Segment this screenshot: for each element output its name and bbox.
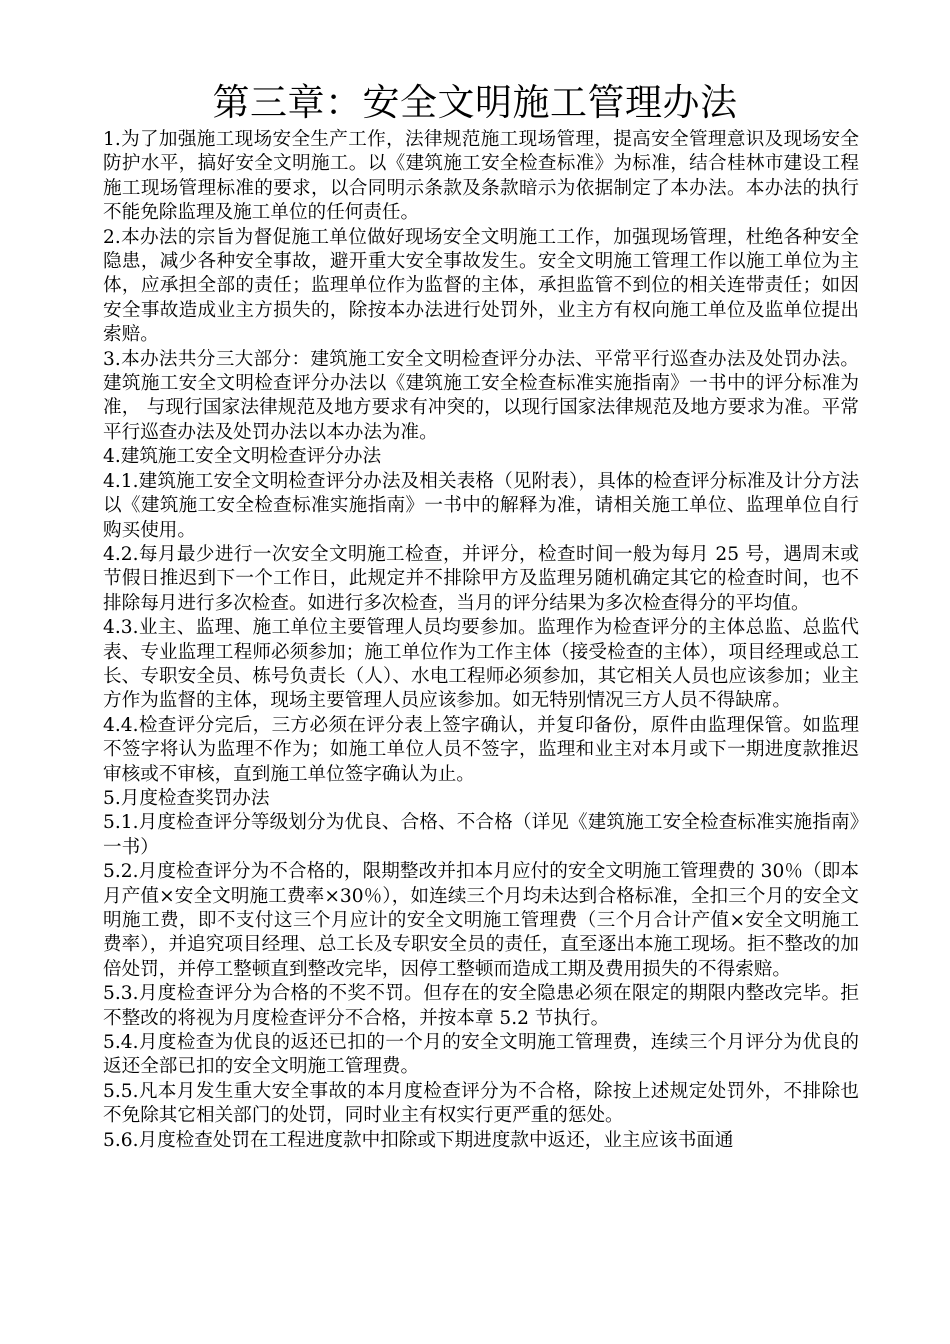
paragraph-5-6: 5.6.月度检查处罚在工程进度款中扣除或下期进度款中返还，业主应该书面通	[103, 1129, 734, 1151]
paragraph-5-2: 5.2.月度检查评分为不合格的，限期整改并扣本月应付的安全文明施工管理费的 30％（即本月产值×安全文明施工费率×30％），如连续三个月均未达到合格标准，全扣三个月的安全文明施工费，即不支付这三个月应计的安全文明施工管理费（三个月合计产值×安全文明施工费率），并追究项目经理、总工长及专职安全员的责任，直至逐出本施工现场。拒不整改的加倍处罚，并停工整顿直到整改完毕，因停工整顿而造成工期及费用损失的不得索赔。	[103, 861, 859, 980]
paragraph-4-2: 4.2.每月最少进行一次安全文明施工检查，并评分，检查时间一般为每月 25 号，遇周末或节假日推迟到下一个工作日，此规定并不排除甲方及监理另随机确定其它的检查时间，也不排除每月进行多次检查。如进行多次检查，当月的评分结果为多次检查得分的平均值。	[103, 543, 859, 614]
paragraph-1: 1.为了加强施工现场安全生产工作，法律规范施工现场管理，提高安全管理意识及现场安全防护水平，搞好安全文明施工。以《建筑施工安全检查标准》为标准，结合桂林市建设工程施工现场管理标准的要求，以合同明示条款及条款暗示为依据制定了本办法。本办法的执行不能免除监理及施工单位的任何责任。	[103, 129, 859, 224]
paragraph-5-3: 5.3.月度检查评分为合格的不奖不罚。但存在的安全隐患必须在限定的期限内整改完毕。拒不整改的将视为月度检查评分不合格，并按本章 5.2 节执行。	[103, 983, 859, 1029]
paragraph-4-3: 4.3.业主、监理、施工单位主要管理人员均要参加。监理作为检查评分的主体总监、总监代表、专业监理工程师必须参加；施工单位作为工作主体（接受检查的主体），项目经理或总工长、专职安全员、栋号负责长（人）、水电工程师必须参加，其它相关人员也应该参加；业主方作为监督的主体，现场主要管理人员应该参加。如无特别情况三方人员不得缺席。	[103, 617, 859, 712]
paragraph-4-1: 4.1.建筑施工安全文明检查评分办法及相关表格（见附表），具体的检查评分标准及计分方法以《建筑施工安全检查标准实施指南》一书中的解释为准，请相关施工单位、监理单位自行购买使用。	[103, 470, 859, 541]
paragraph-5-4: 5.4.月度检查为优良的返还已扣的一个月的安全文明施工管理费，连续三个月评分为优良的返还全部已扣的安全文明施工管理费。	[103, 1032, 859, 1078]
document-body	[103, 128, 859, 1153]
paragraph-2: 2.本办法的宗旨为督促施工单位做好现场安全文明施工工作，加强现场管理，杜绝各种安全隐患，减少各种安全事故，避开重大安全事故发生。安全文明施工管理工作以施工单位为主体，应承担全部的责任；监理单位作为监督的主体，承担监管不到位的相关连带责任；如因安全事故造成业主方损失的，除按本办法进行处罚外，业主方有权向施工单位及监单位提出索赔。	[103, 226, 859, 346]
paragraph-4-4: 4.4.检查评分完后，三方必须在评分表上签字确认，并复印备份，原件由监理保管。如监理不签字将认为监理不作为；如施工单位人员不签字，监理和业主对本月或下一期进度款推迟审核或不审核，直到施工单位签字确认为止。	[103, 714, 859, 785]
page-title: 第三章：安全文明施工管理办法	[212, 81, 738, 124]
section-heading-4: 4.建筑施工安全文明检查评分办法	[103, 446, 382, 468]
section-heading-5: 5.月度检查奖罚办法	[103, 787, 270, 809]
paragraph-5-1: 5.1.月度检查评分等级划分为优良、合格、不合格（详见《建筑施工安全检查标准实施指南》一书）	[103, 812, 859, 858]
paragraph-5-5: 5.5.凡本月发生重大安全事故的本月度检查评分为不合格，除按上述规定处罚外，不排除也不免除其它相关部门的处罚，同时业主有权实行更严重的惩处。	[103, 1080, 859, 1127]
paragraph-3: 3.本办法共分三大部分：建筑施工安全文明检查评分办法、平常平行巡查办法及处罚办法。建筑施工安全文明检查评分办法以《建筑施工安全检查标准实施指南》一书中的评分标准为准， 与现行国家法律规范及地方要求有冲突的，以现行国家法律规范及地方要求为准。平常平行巡查办法及处罚办法以本办法为准。	[103, 348, 859, 443]
